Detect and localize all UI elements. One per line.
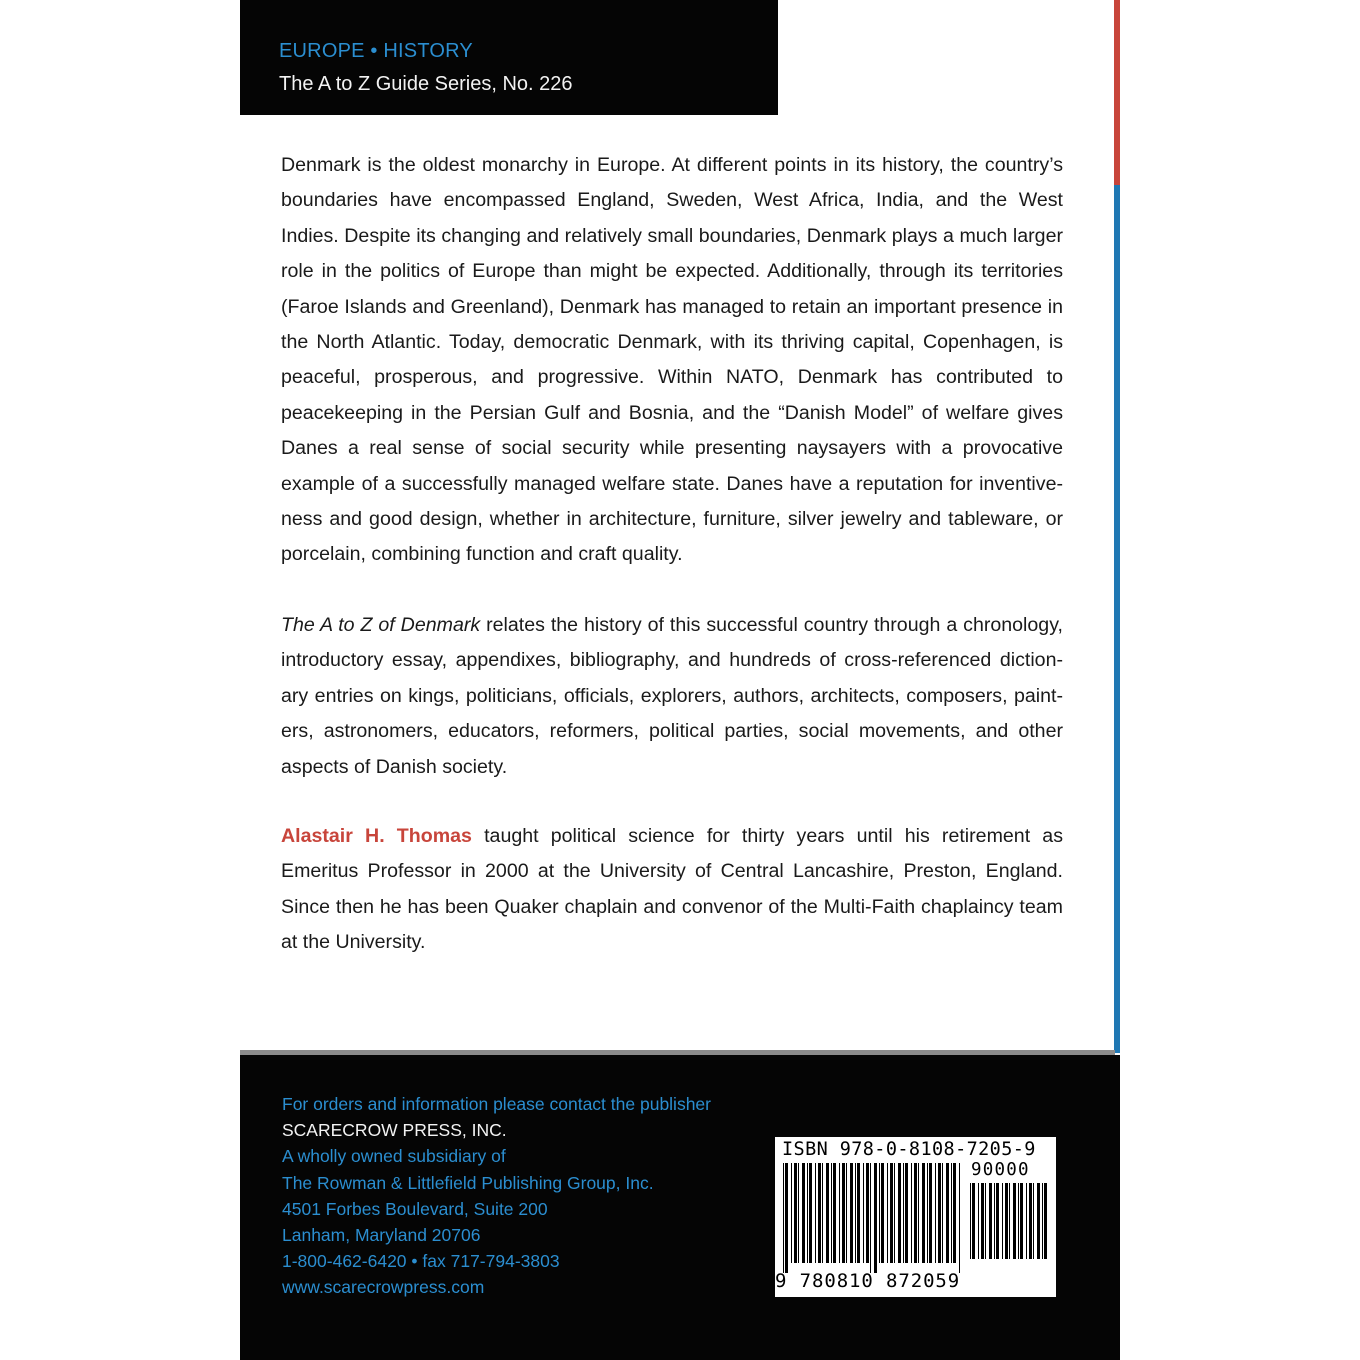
publisher-group: The Rowman & Littlefield Publishing Group, Inc. [282,1172,654,1193]
barcode-bar [1002,1183,1003,1259]
spine-blue-stripe [1114,185,1120,1053]
barcode-bar [1005,1183,1008,1259]
barcode-bar [863,1163,864,1263]
barcode-bar [914,1163,917,1263]
barcode-bar [831,1163,832,1263]
publisher-band [240,1055,1120,1360]
barcode-bar [951,1163,952,1263]
barcode-bar [981,1183,984,1259]
publisher-phone: 1-800-462-6420 • fax 717-794-3803 [282,1251,560,1272]
barcode-bar [985,1183,986,1259]
barcode-bar [850,1163,853,1263]
barcode-bar [1029,1183,1032,1259]
barcode-bar [927,1163,928,1263]
publisher-intro: For orders and information please contact the publisher [282,1094,711,1114]
publisher-address-line-1: 4501 Forbes Boulevard, Suite 200 [282,1198,548,1219]
ean-digits: 9 780810 872059 [775,1270,961,1292]
barcode-bar [922,1163,925,1263]
barcode-bar [935,1163,936,1263]
series-name: The A to Z Guide Series, No. 226 [279,73,573,95]
barcode-bar [994,1183,995,1259]
barcode-bar [1013,1183,1016,1259]
ean-barcode-bars [783,1163,963,1273]
barcode-bar [1042,1183,1043,1259]
barcode-bar [846,1163,847,1263]
barcode-bar [905,1163,908,1263]
publisher-name: SCARECROW PRESS, INC. [282,1120,507,1141]
barcode-bar [938,1163,941,1263]
isbn-number: ISBN 978-0-8108-7205-9 [782,1139,1036,1160]
barcode-bar [866,1163,869,1263]
author-name: Alastair H. Thomas [281,825,472,847]
barcode-bar [809,1163,812,1263]
barcode-bar [911,1163,912,1263]
author-bio [281,819,1063,961]
barcode-bar [989,1183,992,1259]
publisher-subsidiary: A wholly owned subsidiary of [282,1146,506,1167]
barcode-bar [894,1163,895,1263]
barcode-bar [946,1163,949,1263]
barcode-bar [1026,1183,1027,1259]
barcode-bar [929,1163,932,1263]
barcode-bar [881,1163,884,1263]
barcode-bar [857,1163,860,1263]
barcode-bar [826,1163,829,1263]
addon-barcode-bars [970,1183,1050,1269]
description-paragraph-1: Denmark is the oldest monarchy in Europe. At different points in its history, the country’s boundaries have encompassed England, Sweden, West Africa, India, and the West Indies. Despite its changing and relatively small boundaries, Denmark plays a much larger role in the politics of Europe than might be expected. Additionally, through its territories (Faroe Islands and Greenland), Denmark has managed to retain an important presence in the North Atlantic. Today, democratic Denmark, with its thriving capital, Copenhagen, is peaceful, prosperous, and progressive. Within NATO, Denmark has contributed to peacekeeping in the Persian Gulf and Bosnia, and the “Danish Model” of welfare gives Danes a real sense of social security while presenting naysayers with a provocative example of a successfully managed welfare state. Danes have a reputation for inventive-ness and good design, whether in architecture, furniture, silver jewelry and tableware, or porcelain, combining function and craft quality. [281,154,1063,566]
barcode-bar [1044,1183,1047,1259]
barcode-bar [903,1163,904,1263]
isbn-barcode [775,1137,1056,1297]
barcode-bar [818,1163,821,1263]
barcode-bar [798,1163,799,1263]
barcode-bar [898,1163,901,1263]
barcode-bar [1020,1183,1023,1259]
barcode-bar [972,1183,975,1259]
subject-tag: EUROPE • HISTORY [279,40,473,62]
barcode-bar [842,1163,845,1263]
barcode-bar [978,1183,979,1259]
barcode-bar [1009,1183,1010,1259]
book-title: The A to Z of Denmark [281,614,481,636]
barcode-bar [815,1163,816,1263]
publisher-website[interactable]: www.scarecrowpress.com [282,1277,485,1298]
barcode-bar [890,1163,893,1263]
barcode-bar [942,1163,943,1263]
barcode-bar [791,1163,792,1263]
barcode-bar [822,1163,823,1263]
barcode-bar [785,1163,788,1273]
barcode-bar [802,1163,805,1263]
barcode-bar [783,1163,784,1273]
barcode-bar [1037,1183,1040,1259]
barcode-bar [870,1163,871,1273]
barcode-bar [953,1163,956,1263]
price-addon-digits: 90000 [971,1160,1030,1180]
barcode-bar [970,1183,971,1259]
publisher-contact [282,1091,711,1301]
barcode-bar [833,1163,836,1263]
barcode-bar [855,1163,856,1263]
barcode-bar [1018,1183,1019,1259]
description-paragraph-2-text: relates the history of this successful country through a chronology, introductory essay, appendixes, bibliography, and hundreds of cross-referenced diction-ary entries on kings, politicians, officials, explorers, authors, architects, composers, paint-ers, astronomers, educators, reformers, political parties, social movements, and other aspects of Danish society. [281,614,1063,778]
barcode-bar [807,1163,808,1263]
barcode-bar [794,1163,797,1263]
barcode-bar [887,1163,888,1263]
publisher-address-line-2: Lanham, Maryland 20706 [282,1225,481,1246]
barcode-bar [996,1183,999,1259]
barcode-bar [874,1163,877,1273]
series-header-band [240,0,778,115]
barcode-bar [1033,1183,1034,1259]
spine-red-stripe [1114,0,1120,185]
barcode-bar [918,1163,919,1263]
author-bio-text: taught political science for thirty years until his retirement as Emeritus Professor in 2000 at the University of Central Lancashire, Preston, England. Since then he has been Quaker chaplain and convenor of the Multi-Faith chaplaincy team at the University. [281,825,1063,954]
barcode-bar [879,1163,880,1263]
description-paragraph-2 [281,608,1063,785]
barcode-bar [839,1163,840,1263]
barcode-bar [959,1163,960,1273]
